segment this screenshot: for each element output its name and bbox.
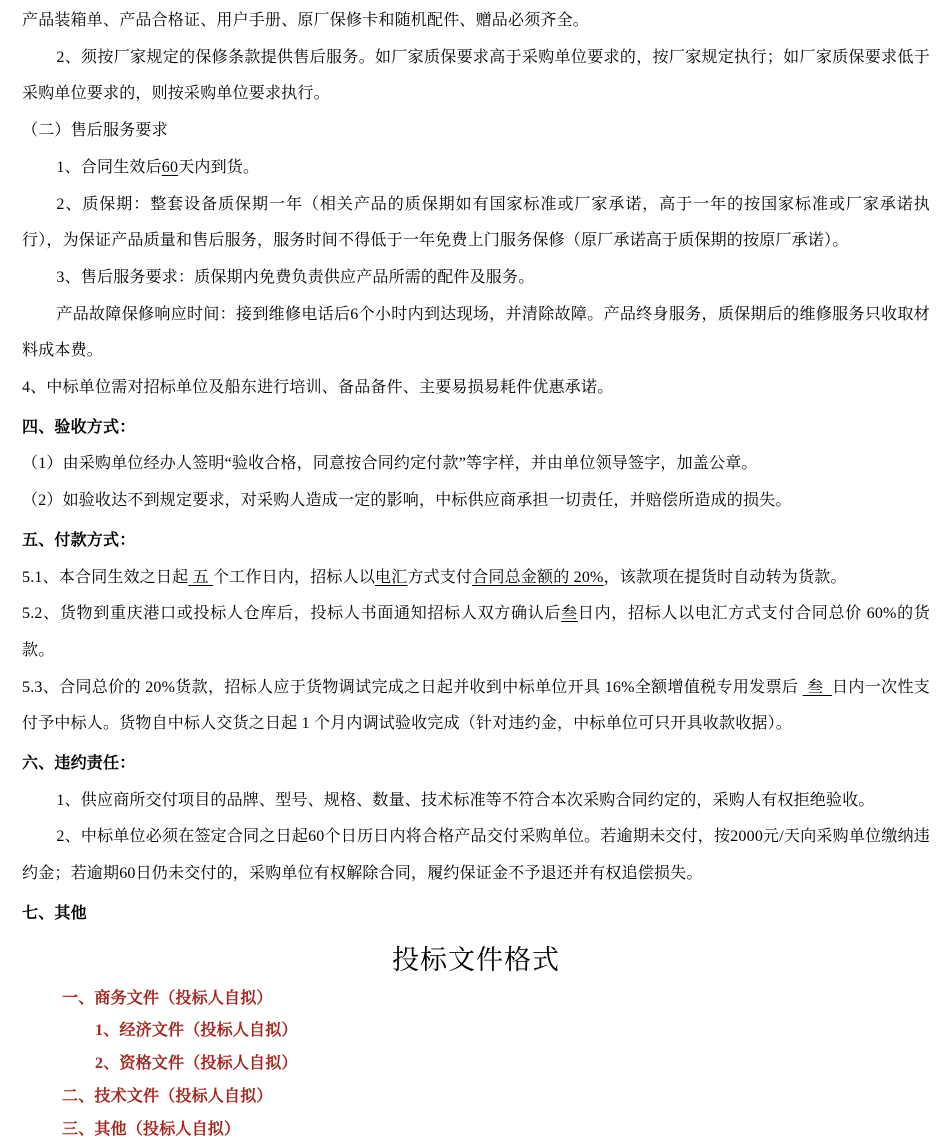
text-run: 个工作日内，招标人以 [213, 568, 376, 586]
paragraph-after-sales-requirement [22, 260, 930, 297]
text-run: 日内，招标人以电汇方式支付合同总价 60%的货款。 [22, 605, 930, 659]
text-run: （2）如验收达不到规定要求，对采购人造成一定的影响，中标供应商承担一切责任，并赔偿所造成的损失。 [22, 492, 792, 510]
text-run: 2、中标单位必须在签定合同之日起60个日历日内将合格产品交付采购单位。若逾期未交付，按2000元/天向采购单位缴纳违约金；若逾期60日仍未交付的，采购单位有权解除合同，履约保证金不予退还并有权追偿损失。 [22, 828, 930, 883]
document-body [22, 3, 930, 933]
bid-item-commercial: 一、商务文件（投标人自拟） [62, 989, 273, 1007]
text-run: 产品装箱单、产品合格证、用户手册、原厂保修卡和随机配件、赠品必须齐全。 [22, 12, 590, 29]
text-run: 5.2、货物到重庆港口或投标人仓库后，投标人书面通知招标人双方确认后 [22, 605, 562, 623]
paragraph-breach-2 [22, 819, 930, 892]
text-run: （1）由采购单位经办人签明“验收合格，同意按合同约定付款”等字样，并由单位领导签字，加盖公章。 [22, 455, 758, 473]
bid-format-list [22, 983, 930, 1143]
text-run: 1、供应商所交付项目的品牌、型号、规格、数量、技术标准等不符合本次采购合同约定的，采购人有权拒绝验收。 [56, 791, 875, 809]
paragraph-breach-1 [22, 783, 930, 820]
underlined-text: 60 [161, 158, 179, 176]
text-run: 产品故障保修响应时间：接到维修电话后6个小时内到达现场，并清除故障。产品终身服务，质保期后的维修服务只收取材料成本费。 [22, 305, 930, 360]
underlined-text: 合同总金额的 20% [472, 568, 604, 586]
paragraph-response-time [22, 297, 930, 370]
underlined-text: 电汇 [375, 568, 408, 586]
text-run: 七、其他 [22, 904, 87, 922]
text-run: （二）售后服务要求 [22, 122, 168, 140]
text-run: 2、质保期：整套设备质保期一年（相关产品的质保期如有国家标准或厂家承诺，高于一年的按国家标准或厂家承诺执行），为保证产品质量和售后服务，服务时间不得低于一年免费上门服务保修（原厂承诺高于质保期的按原厂承诺）。 [22, 195, 930, 250]
bid-item-economic: 1、经济文件（投标人自拟） [95, 1022, 298, 1040]
text-run: 5.3、合同总价的 20%货款，招标人应于货物调试完成之日起并收到中标单位开具 16%全额增值税专用发票后 [22, 678, 803, 696]
section-heading-acceptance [22, 410, 930, 447]
section-heading-other [22, 896, 930, 933]
paragraph-payment-5-3 [22, 670, 930, 743]
paragraph-acceptance-1 [22, 446, 930, 483]
text-run: 方式支付 [407, 568, 473, 586]
underlined-text: 叁 [561, 605, 578, 623]
text-run: ，该款项在提货时自动转为货款。 [603, 568, 847, 586]
section-heading-breach [22, 746, 930, 783]
bid-item-technical: 二、技术文件（投标人自拟） [62, 1087, 273, 1105]
paragraph-warranty-terms [22, 40, 930, 113]
paragraph-payment-5-1 [22, 560, 930, 597]
underlined-text: 叁 [802, 678, 833, 696]
section-heading-payment [22, 523, 930, 560]
underlined-text: 五 [188, 568, 214, 586]
bid-item-other: 三、其他（投标人自拟） [62, 1120, 241, 1138]
paragraph-warranty-period [22, 187, 930, 260]
paragraph-delivery-days [22, 150, 930, 187]
text-run: 3、售后服务要求：质保期内免费负责供应产品所需的配件及服务。 [56, 268, 535, 286]
text-run: 天内到货。 [178, 158, 260, 176]
text-run: 1、合同生效后 [56, 158, 162, 176]
paragraph-acceptance-2 [22, 483, 930, 520]
paragraph-packing-list [22, 3, 930, 40]
text-run: 六、违约责任： [22, 755, 136, 773]
paragraph-training-commitment [22, 370, 930, 407]
text-run: 四、验收方式： [22, 418, 136, 436]
text-run: 五、付款方式： [22, 531, 136, 549]
bid-item-qualification: 2、资格文件（投标人自拟） [95, 1055, 298, 1073]
subsection-after-sales [22, 113, 930, 150]
paragraph-payment-5-2 [22, 596, 930, 669]
text-run: 日内一次性支付予中标人。货物自中标人交货之日起 1 个月内调试验收完成（针对违约金，中标单位可只开具收款收据）。 [22, 678, 930, 733]
bid-format-title: 投标文件格式 [392, 944, 560, 975]
text-run: 2、须按厂家规定的保修条款提供售后服务。如厂家质保要求高于采购单位要求的，按厂家规定执行；如厂家质保要求低于采购单位要求的，则按采购单位要求执行。 [22, 48, 930, 103]
text-run: 4、中标单位需对招标单位及船东进行培训、备品备件、主要易损易耗件优惠承诺。 [22, 379, 614, 397]
text-run: 5.1、本合同生效之日起 [22, 568, 189, 586]
